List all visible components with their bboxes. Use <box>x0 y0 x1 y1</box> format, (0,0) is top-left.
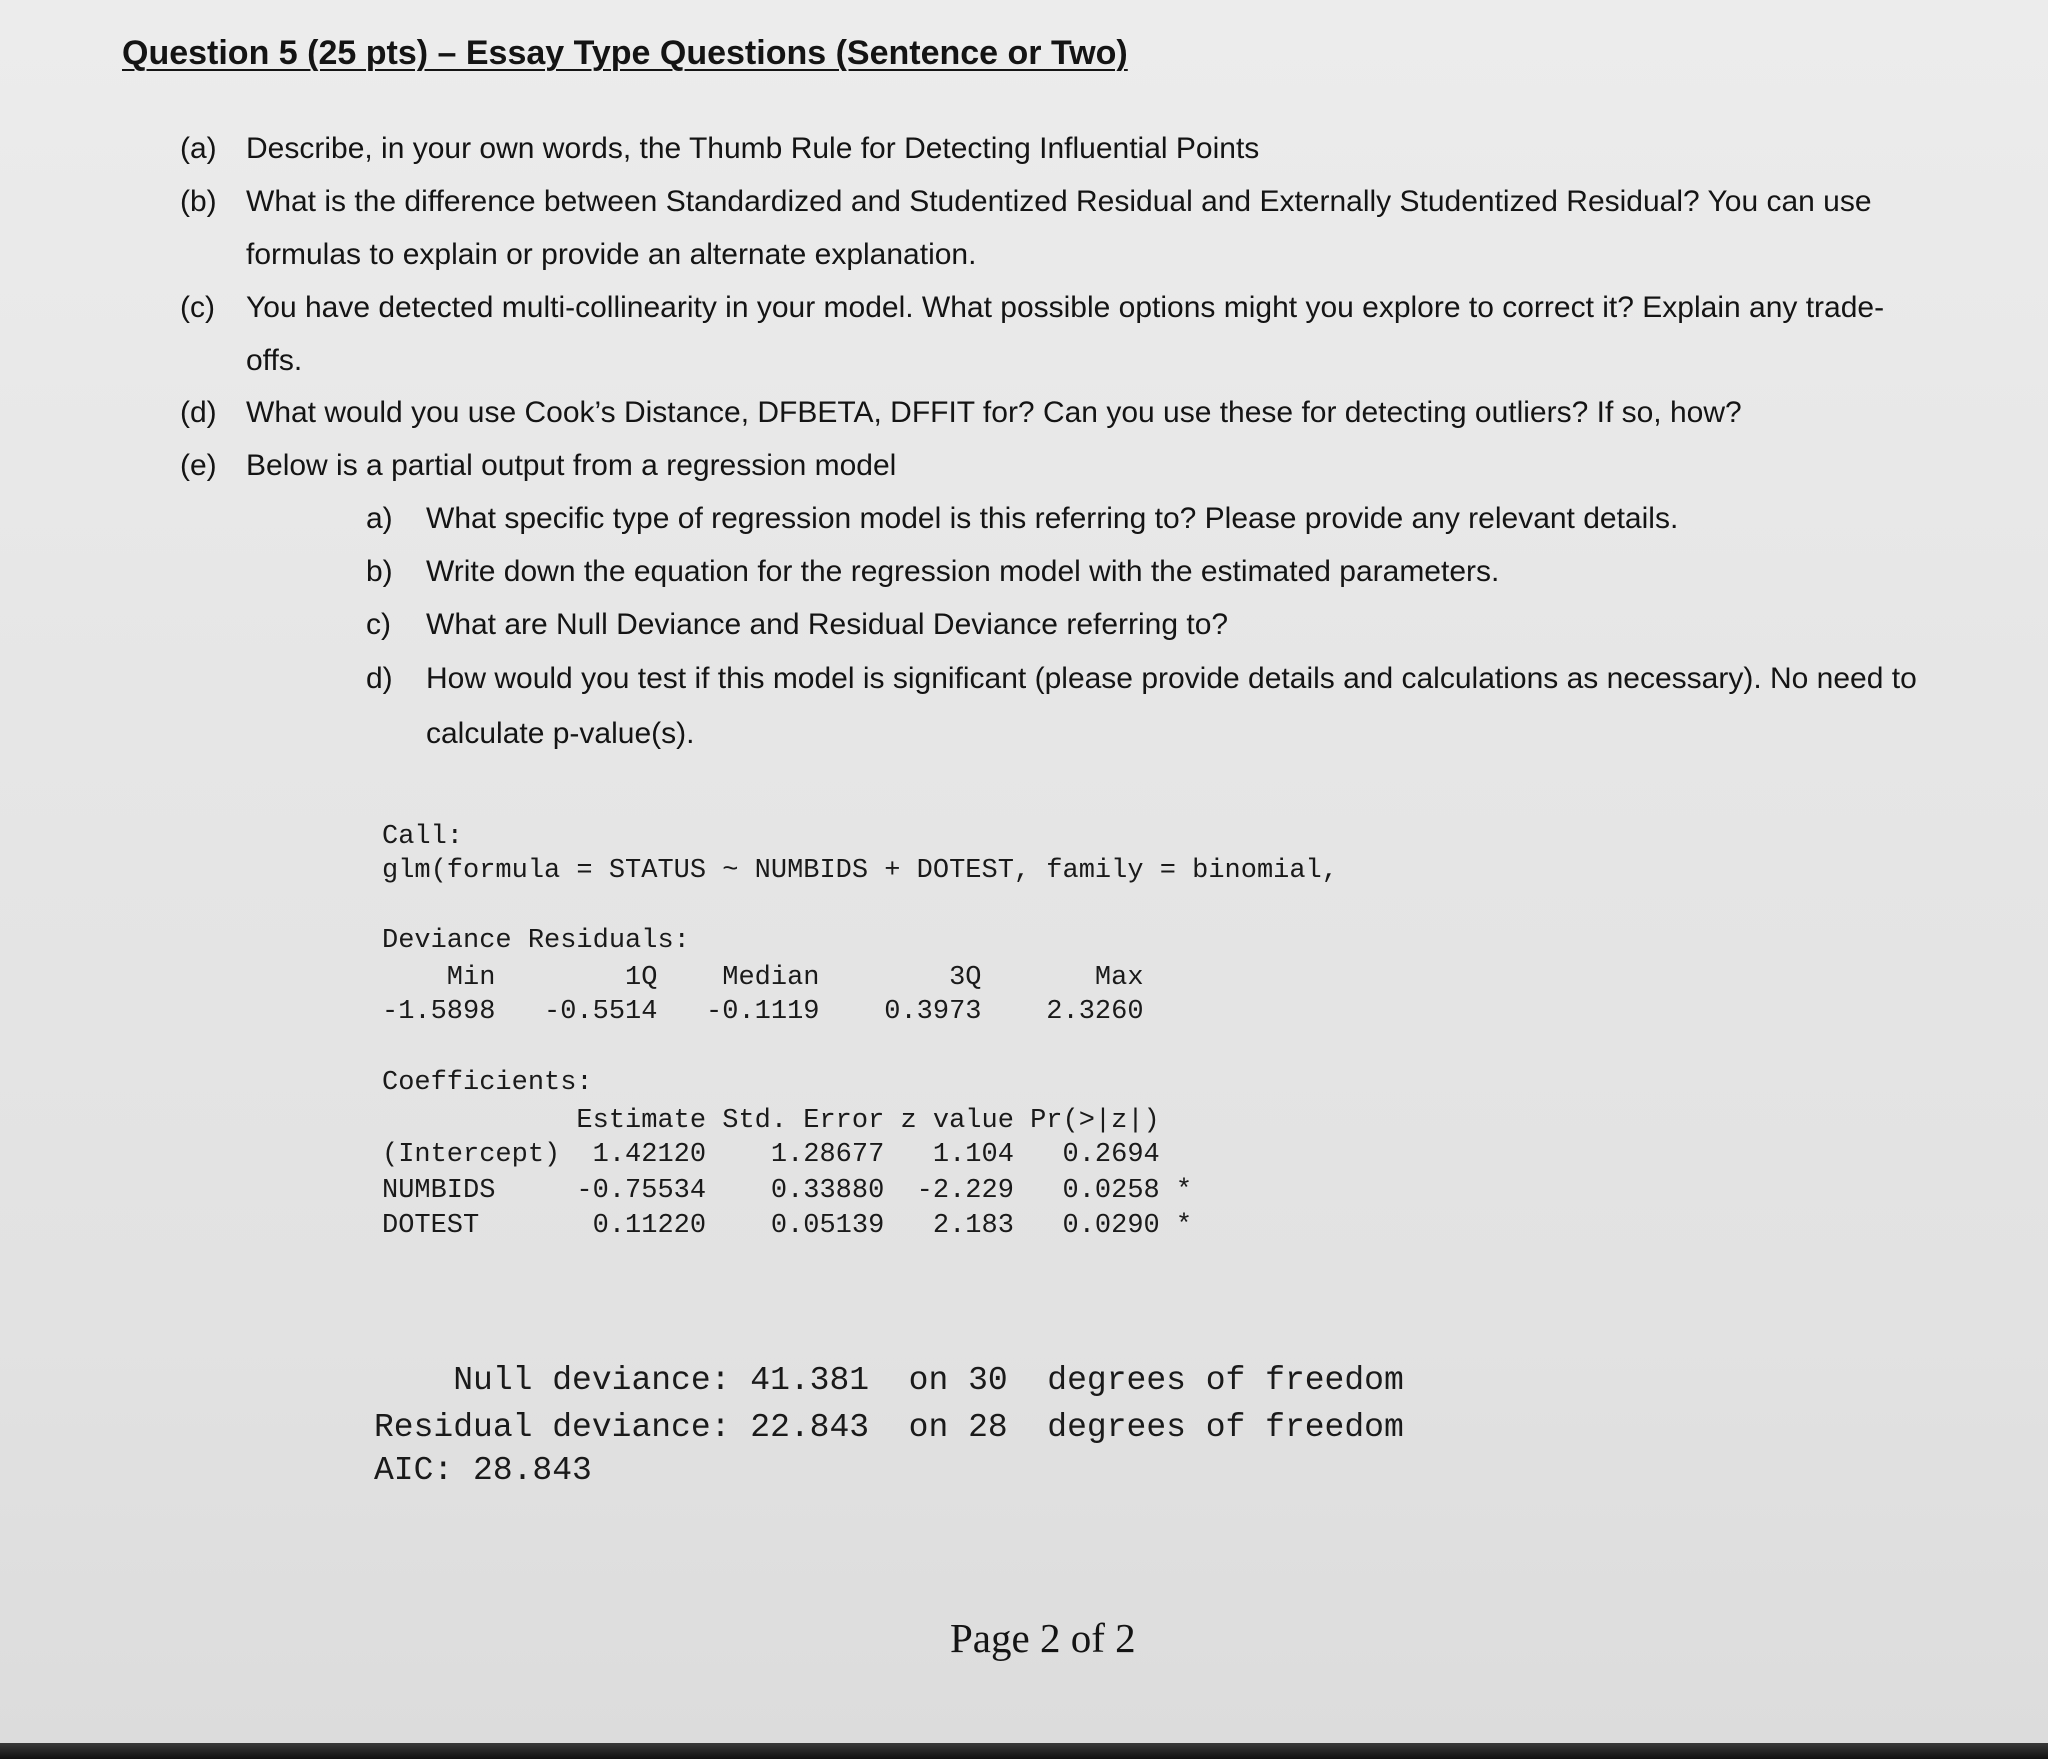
question-text: Below is a partial output from a regression model <box>246 449 897 482</box>
subquestion-label: d) <box>366 662 393 695</box>
call-formula: glm(formula = STATUS ~ NUMBIDS + DOTEST, family = binomial, <box>382 856 1338 886</box>
question-text-continued: offs. <box>246 344 303 377</box>
subquestion-label: a) <box>366 502 393 535</box>
question-text: You have detected multi-collinearity in your model. What possible options might you explore to correct it? Explain any trade- <box>246 291 1885 324</box>
page-number: Page 2 of 2 <box>950 1615 1136 1661</box>
question-text: What is the difference between Standardized and Studentized Residual and Externally Studentized Residual? You can use <box>246 185 1872 218</box>
deviance-residuals-label: Deviance Residuals: <box>382 926 690 956</box>
null-deviance: Null deviance: 41.381 on 30 degrees of freedom <box>374 1362 1404 1399</box>
coefficient-row: (Intercept) 1.42120 1.28677 1.104 0.2694 <box>382 1140 1160 1170</box>
deviance-residuals-values: -1.5898 -0.5514 -0.1119 0.3973 2.3260 <box>382 997 1144 1027</box>
question-label: (c) <box>180 291 215 324</box>
call-label: Call: <box>382 822 464 852</box>
subquestion-text: Write down the equation for the regression model with the estimated parameters. <box>426 555 1500 588</box>
coefficients-label: Coefficients: <box>382 1068 593 1098</box>
subquestion-label: c) <box>366 608 391 641</box>
question-label: (b) <box>180 185 217 218</box>
aic-value: AIC: 28.843 <box>374 1452 592 1489</box>
coefficient-row: DOTEST 0.11220 0.05139 2.183 0.0290 * <box>382 1211 1193 1241</box>
question-text-continued: formulas to explain or provide an alternate explanation. <box>246 238 977 271</box>
subquestion-text: How would you test if this model is significant (please provide details and calculations as necessary). No need to <box>426 662 1917 695</box>
subquestion-text: What specific type of regression model is this referring to? Please provide any relevant details. <box>426 502 1679 535</box>
residual-deviance: Residual deviance: 22.843 on 28 degrees of freedom <box>374 1409 1404 1446</box>
question-label: (e) <box>180 449 217 482</box>
subquestion-text: What are Null Deviance and Residual Deviance referring to? <box>426 608 1229 641</box>
question-title: Question 5 (25 pts) – Essay Type Questions (Sentence or Two) <box>122 34 1128 72</box>
deviance-residuals-header: Min 1Q Median 3Q Max <box>382 963 1144 993</box>
desk-edge <box>0 1743 2048 1759</box>
question-text: Describe, in your own words, the Thumb Rule for Detecting Influential Points <box>246 132 1260 165</box>
question-text: What would you use Cook’s Distance, DFBETA, DFFIT for? Can you use these for detecting outliers? If so, how? <box>246 396 1742 429</box>
coefficients-header: Estimate Std. Error z value Pr(>|z|) <box>382 1106 1160 1136</box>
subquestion-label: b) <box>366 555 393 588</box>
subquestion-text-continued: calculate p-value(s). <box>426 717 695 750</box>
coefficient-row: NUMBIDS -0.75534 0.33880 -2.229 0.0258 * <box>382 1176 1193 1206</box>
question-label: (d) <box>180 396 217 429</box>
question-label: (a) <box>180 132 217 165</box>
